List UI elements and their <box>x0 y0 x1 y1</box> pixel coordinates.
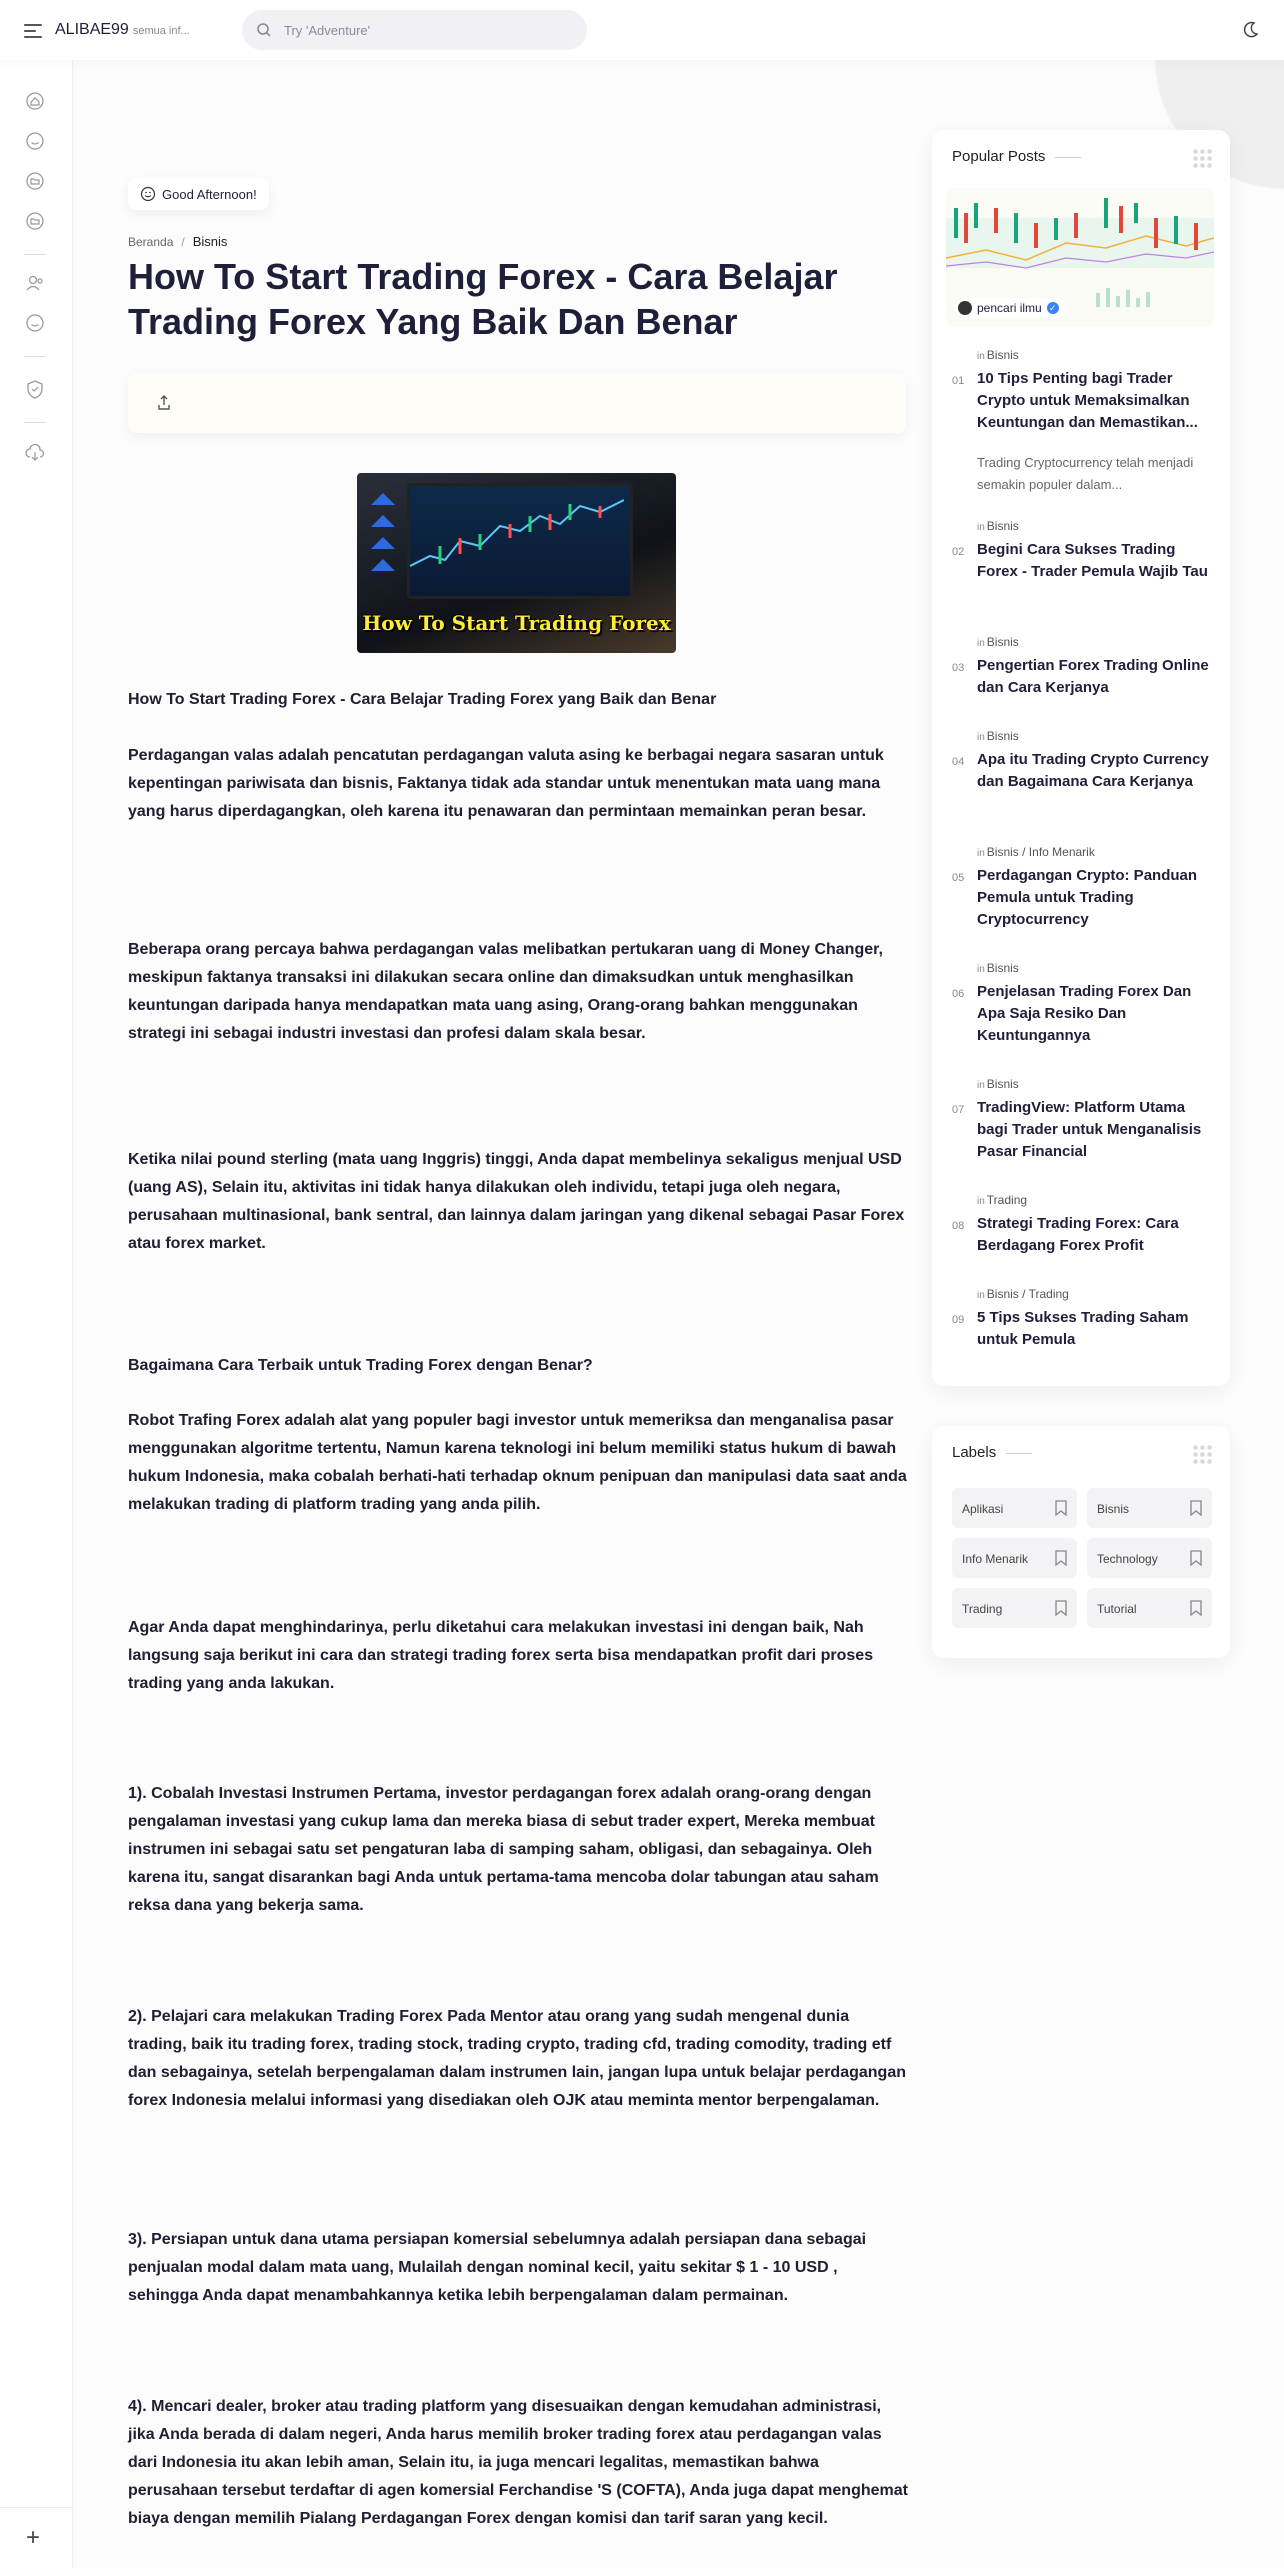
popular-posts-widget <box>932 130 1230 1386</box>
article-paragraph: Robot Trafing Forex adalah alat yang populer bagi investor untuk memeriksa dan menganalisa pasar menggunakan algoritme tertentu, Namun karena teknologi ini belum memiliki status hukum di bawah hukum Indonesia, maka cobalah berhati-hati terhadap oknum penipuan dan manipulasi data saat anda melakukan trading di platform trading yang anda pilih. <box>128 1412 907 1513</box>
menu-icon[interactable] <box>24 20 46 40</box>
article-image <box>357 473 676 653</box>
article-paragraph: 2). Pelajari cara melakukan Trading Forex Pada Mentor atau orang yang sudah mengenal dunia trading, baik itu trading forex, trading stock, trading crypto, trading cfd, trading comodity, trading etf dan sebagainya, setelah berpengalaman dalam instrumen lain, jangan lupa untuk belajar perdagangan forex Indonesia melalui informasi yang disediakan oleh OJK atau meminta mentor berpengalaman. <box>128 2008 906 2109</box>
post-category[interactable]: in Bisnis <box>977 635 1019 649</box>
top-header <box>0 0 1284 60</box>
post-number: 02 <box>952 546 965 558</box>
widget-title: Labels <box>952 1444 1032 1461</box>
post-category[interactable]: in Trading <box>977 1193 1028 1207</box>
popular-post-item[interactable] <box>952 348 1217 492</box>
article-paragraph: 1). Cobalah Investasi Instrumen Pertama, investor perdagangan forex adalah orang-orang dengan pengalaman investasi yang cukup lama dan mereka biasa di sebut trader expert, Mereka membuat instrumen ini sebagai satu set pengaturan laba di samping saham, obligasi, dan sebagainya. Oleh karena itu, sangat disarankan bagi Anda untuk pertama-tama mencoba dolar tabungan atau saham reksa dana yang bekerja sama. <box>128 1785 879 1914</box>
post-snippet: Trading Cryptocurrency telah menjadi semakin populer dalam... <box>977 455 1194 492</box>
sidebar-divider <box>24 254 46 255</box>
post-category[interactable]: in Bisnis <box>977 729 1019 743</box>
label-item[interactable]: Bisnis <box>1087 1488 1212 1528</box>
bookmark-icon <box>1190 1500 1202 1516</box>
post-title[interactable]: 10 Tips Penting bagi Trader Crypto untuk Memaksimalkan Keuntungan dan Memastikan... <box>977 370 1198 431</box>
search-input[interactable] <box>282 22 566 39</box>
post-number: 05 <box>952 872 965 884</box>
dots-icon <box>1192 148 1212 168</box>
breadcrumb-home[interactable]: Beranda <box>128 235 174 249</box>
author-name[interactable]: pencari ilmu <box>977 301 1042 315</box>
popular-post-image[interactable] <box>946 188 1214 326</box>
users-icon[interactable] <box>24 272 46 294</box>
bookmark-icon <box>1055 1500 1067 1516</box>
greeting-text: Good Afternoon! <box>162 186 257 202</box>
brand-name[interactable]: ALIBAE99 <box>55 21 129 38</box>
bookmark-icon <box>1055 1550 1067 1566</box>
widget-title: Popular Posts <box>952 148 1081 165</box>
article-paragraph: How To Start Trading Forex - Cara Belajar Trading Forex yang Baik dan Benar <box>128 691 717 708</box>
post-title[interactable]: Penjelasan Trading Forex Dan Apa Saja Resiko Dan Keuntungannya <box>977 983 1192 1044</box>
post-category[interactable]: in Bisnis / Trading <box>977 1287 1069 1301</box>
article-paragraph: Ketika nilai pound sterling (mata uang Inggris) tinggi, Anda dapat membelinya sekaligus menjual USD (uang AS), Selain itu, aktivitas ini tidak hanya dilakukan oleh individu, tetapi juga oleh negara, perusahaan multinasional, bank sentral, dan lainnya dalam jaringan yang dikenal sebagai Pasar Forex atau forex market. <box>128 1151 905 1252</box>
moon-icon[interactable] <box>1240 20 1260 40</box>
smile-icon[interactable] <box>24 312 46 334</box>
label-item[interactable]: Technology <box>1087 1538 1212 1578</box>
bookmark-icon <box>1055 1600 1067 1616</box>
post-number: 03 <box>952 662 965 674</box>
post-author[interactable] <box>954 298 1067 318</box>
label-item[interactable]: Trading <box>952 1588 1077 1628</box>
page-title: How To Start Trading Forex - Cara Belajar Trading Forex Yang Baik Dan Benar <box>128 256 838 342</box>
breadcrumb-separator: / <box>181 235 185 249</box>
folder-icon[interactable] <box>24 170 46 192</box>
arrows-graphic <box>371 493 395 583</box>
smile-icon[interactable] <box>24 130 46 152</box>
article-paragraph: 4). Mencari dealer, broker atau trading platform yang disesuaikan dengan kemudahan administrasi, jika Anda berada di dalam negeri, Anda harus memilih broker trading forex atau perdagangan valas dari Indonesia itu akan lebih aman, Selain itu, ia juga mencari legalitas, memastikan bahwa perusahaan tersebut terdaftar di agen komersial Ferchandise 'S (COFTA), Anda juga dapat menghemat biaya dengan memilih Pialang Perdagangan Forex dengan komisi dan tarif saran yang kecil. <box>128 2398 908 2527</box>
post-category[interactable]: in Bisnis <box>977 1077 1019 1091</box>
article-paragraph: Bagaimana Cara Terbaik untuk Trading Forex dengan Benar? <box>128 1357 593 1374</box>
add-button[interactable]: + <box>26 2524 41 2551</box>
post-number: 08 <box>952 1220 965 1232</box>
dots-icon <box>1192 1444 1212 1464</box>
search-bar[interactable] <box>242 10 587 50</box>
search-icon <box>256 22 272 38</box>
label-item[interactable]: Tutorial <box>1087 1588 1212 1628</box>
article-paragraph: Beberapa orang percaya bahwa perdagangan valas melibatkan pertukaran uang di Money Changer, meskipun faktanya transaksi ini dilakukan secara online dan dimaksudkan untuk menghasilkan keuntungan daripada hanya mendapatkan mata uang asing, Orang-orang bahkan menggunakan strategi ini sebagai industri investasi dan profesi dalam skala besar. <box>128 941 883 1042</box>
home-icon[interactable] <box>24 90 46 112</box>
folder-icon[interactable] <box>24 210 46 232</box>
image-caption: How To Start Trading Forex <box>362 611 671 635</box>
post-title[interactable]: Strategi Trading Forex: Cara Berdagang Forex Profit <box>977 1215 1179 1254</box>
smile-icon <box>140 186 156 202</box>
post-number: 09 <box>952 1314 965 1326</box>
avatar <box>958 301 972 315</box>
sidebar-divider <box>24 422 46 423</box>
post-category[interactable]: in Bisnis <box>977 961 1019 975</box>
chart-screen <box>407 483 633 599</box>
verified-icon: ✓ <box>1047 302 1059 314</box>
post-title[interactable]: Pengertian Forex Trading Online dan Cara Kerjanya <box>977 657 1209 696</box>
breadcrumb <box>128 234 227 249</box>
post-title[interactable]: Perdagangan Crypto: Panduan Pemula untuk Trading Cryptocurrency <box>977 867 1198 928</box>
post-number: 04 <box>952 756 965 768</box>
breadcrumb-current[interactable]: Bisnis <box>192 234 228 249</box>
shield-icon[interactable] <box>24 378 46 400</box>
greeting-badge <box>128 178 269 210</box>
share-icon[interactable] <box>154 393 174 413</box>
site-brand[interactable] <box>55 21 190 39</box>
article-paragraph: Perdagangan valas adalah pencatutan perdagangan valuta asing ke berbagai negara sasaran untuk kepentingan pariwisata dan bisnis, Faktanya tidak ada standar untuk menentukan mata uang mana yang harus diperdagangkan, oleh karena itu penawaran dan permintaan memainkan peran besar. <box>128 747 884 820</box>
sidebar-divider <box>24 356 46 357</box>
post-number: 01 <box>952 375 965 387</box>
post-title[interactable]: 5 Tips Sukses Trading Saham untuk Pemula <box>977 1309 1189 1348</box>
post-category[interactable]: in Bisnis <box>977 519 1019 533</box>
brand-tagline: semua inf... <box>132 25 190 37</box>
left-sidebar <box>0 60 73 2568</box>
article-paragraph: Agar Anda dapat menghindarinya, perlu diketahui cara melakukan investasi ini dengan baik, Nah langsung saja berikut ini cara dan strategi trading forex serta bisa mendapatkan profit dari proses trading yang anda lakukan. <box>128 1619 874 1692</box>
download-icon[interactable] <box>24 442 46 464</box>
bookmark-icon <box>1190 1600 1202 1616</box>
post-title[interactable]: Apa itu Trading Crypto Currency dan Bagaimana Cara Kerjanya <box>977 751 1209 790</box>
article-paragraph: 3). Persiapan untuk dana utama persiapan komersial sebelumnya adalah persiapan dana sebagai penjualan modal dalam mata uang, Mulailah dengan nominal kecil, yaitu sekitar $ 1 - 10 USD , sehingga Anda dapat menambahkannya ketika lebih berpengalaman dalam permainan. <box>128 2231 867 2304</box>
post-title[interactable]: TradingView: Platform Utama bagi Trader untuk Menganalisis Pasar Financial <box>977 1099 1202 1160</box>
bookmark-icon <box>1190 1550 1202 1566</box>
label-item[interactable]: Aplikasi <box>952 1488 1077 1528</box>
post-number: 06 <box>952 988 965 1000</box>
labels-widget <box>932 1426 1230 1658</box>
share-box <box>128 373 906 433</box>
post-category[interactable]: in Bisnis <box>977 348 1019 362</box>
label-item[interactable]: Info Menarik <box>952 1538 1077 1578</box>
post-category[interactable]: in Bisnis / Info Menarik <box>977 845 1095 859</box>
sidebar-add <box>0 2507 72 2568</box>
post-number: 07 <box>952 1104 965 1116</box>
post-title[interactable]: Begini Cara Sukses Trading Forex - Trader Pemula Wajib Tau <box>977 541 1208 580</box>
